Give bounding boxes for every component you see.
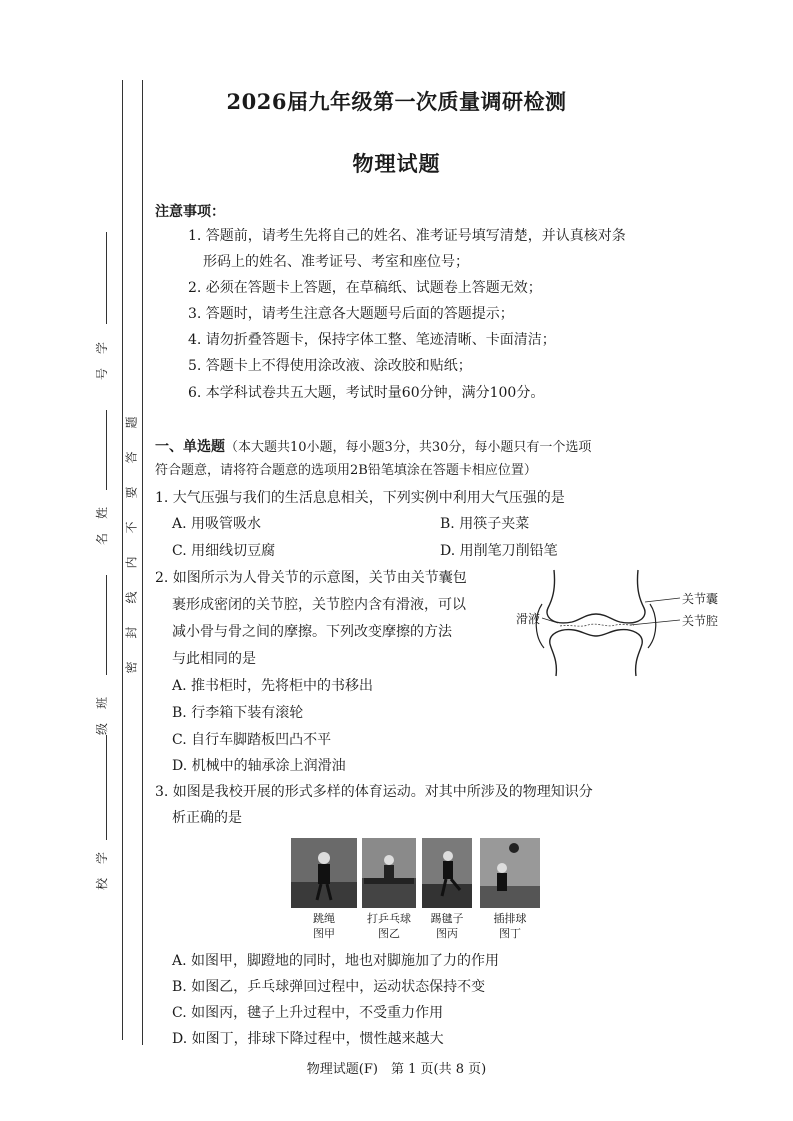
photo-caption-line2: 图甲 <box>313 927 335 940</box>
field-label-xuexiao <box>95 845 109 897</box>
section-desc-line2: 符合题意，请将符合题意的选项用2B铅笔填涂在答题卡相应位置） <box>155 463 537 478</box>
q3-option-d: D. 如图丁，排球下降过程中，惯性越来越大 <box>172 1031 444 1047</box>
field-label-xingming <box>95 500 109 552</box>
seal-char: 密 <box>124 661 139 674</box>
q2-option-c: C. 自行车脚踏板凹凸不平 <box>172 732 332 748</box>
photo-jump-rope-image <box>291 838 357 908</box>
section-desc: （本大题共10小题，每小题3分，共30分，每小题只有一个选项 <box>225 440 592 455</box>
field-line-banji <box>106 575 107 675</box>
photo-volleyball-image <box>480 838 540 908</box>
q2-option-a: A. 推书柜时，先将柜中的书移出 <box>172 678 374 694</box>
photo-caption <box>480 911 540 941</box>
photo-shuttlecock-image <box>422 838 472 908</box>
photo-caption-line1: 插排球 <box>493 912 527 925</box>
seal-char: 不 <box>124 521 139 534</box>
q3-stem: 3. 如图是我校开展的形式多样的体育运动。对其中所涉及的物理知识分 <box>155 784 593 800</box>
seal-char: 内 <box>124 556 139 569</box>
photo-caption-line1: 打乒乓球 <box>367 912 411 925</box>
photo-caption-line2: 图乙 <box>378 927 400 940</box>
side-char: 级 <box>95 723 109 736</box>
notice-item: 2. 必须在答题卡上答题，在草稿纸、试题卷上答题无效； <box>188 280 542 296</box>
photo-caption-line1: 跳绳 <box>313 912 335 925</box>
seal-char: 要 <box>124 486 139 499</box>
field-label-xuehao <box>95 335 109 387</box>
joint-label-fluid: 滑液 <box>516 612 541 626</box>
field-line-xuexiao <box>106 735 107 840</box>
section-title: 一、单选题 <box>155 439 225 455</box>
notice-item: 3. 答题时，请考生注意各大题题号后面的答题提示； <box>188 306 514 322</box>
side-char: 学 <box>95 852 109 865</box>
page-subtitle: 物理试题 <box>352 151 441 176</box>
photo-shuttlecock <box>422 838 472 908</box>
notice-heading: 注意事项： <box>155 204 225 220</box>
q1-option-a: A. 用吸管吸水 <box>172 516 262 532</box>
joint-label-cavity: 关节腔 <box>682 614 719 628</box>
photo-caption <box>291 911 357 941</box>
field-label-banji <box>95 690 109 742</box>
field-line-xingming <box>106 410 107 490</box>
q2-stem: 裹形成密闭的关节腔，关节腔内含有滑液，可以 <box>172 597 466 613</box>
q3-stem: 析正确的是 <box>172 810 242 826</box>
q1-option-d: D. 用削笔刀削铅笔 <box>440 543 558 559</box>
seal-char: 答 <box>124 451 139 464</box>
side-char: 学 <box>95 342 109 355</box>
section-heading <box>155 437 591 458</box>
page-footer: 物理试题(F) 第 1 页(共 8 页) <box>306 1062 487 1077</box>
q2-option-d: D. 机械中的轴承涂上润滑油 <box>172 758 346 774</box>
notice-item: 6. 本学科试卷共五大题，考试时量60分钟，满分100分。 <box>188 385 545 401</box>
q2-option-b: B. 行李箱下装有滚轮 <box>172 705 304 721</box>
q2-stem: 与此相同的是 <box>172 651 256 667</box>
side-char: 校 <box>95 878 109 891</box>
q2-stem: 减小骨与骨之间的摩擦。下列改变摩擦的方法 <box>172 624 452 640</box>
photo-jump-rope <box>291 838 357 908</box>
field-line-xuehao <box>106 232 107 324</box>
notice-item: 1. 答题前，请考生先将自己的姓名、准考证号填写清楚，并认真核对条 <box>188 228 626 244</box>
photo-caption <box>362 911 416 941</box>
notice-item: 形码上的姓名、准考证号、考室和座位号； <box>203 254 469 270</box>
photo-volleyball <box>480 838 540 908</box>
seal-char: 题 <box>124 416 139 429</box>
side-char: 班 <box>95 697 109 710</box>
photo-caption-line2: 图丙 <box>436 927 458 940</box>
q1-option-b: B. 用筷子夹菜 <box>440 516 530 532</box>
q2-stem: 2. 如图所示为人骨关节的示意图，关节由关节囊包 <box>155 570 467 586</box>
q3-option-c: C. 如图丙，毽子上升过程中，不受重力作用 <box>172 1005 444 1021</box>
notice-item: 5. 答题卡上不得使用涂改液、涂改胶和贴纸； <box>188 358 472 374</box>
photo-ping-pong <box>362 838 416 908</box>
seal-line-text <box>125 405 139 685</box>
photo-ping-pong-image <box>362 838 416 908</box>
q3-option-a: A. 如图甲，脚蹬地的同时，地也对脚施加了力的作用 <box>172 953 500 969</box>
side-char: 姓 <box>95 507 109 520</box>
side-char: 号 <box>95 368 109 381</box>
seal-char: 封 <box>124 626 139 639</box>
page-title: 2026届九年级第一次质量调研检测 <box>226 89 567 114</box>
notice-item: 4. 请勿折叠答题卡，保持字体工整、笔迹清晰、卡面清洁； <box>188 332 556 348</box>
q3-option-b: B. 如图乙，乒乓球弹回过程中，运动状态保持不变 <box>172 979 486 995</box>
joint-label-capsule: 关节囊 <box>682 592 719 606</box>
q1-stem: 1. 大气压强与我们的生活息息相关，下列实例中利用大气压强的是 <box>155 490 565 506</box>
photo-caption-line1: 踢毽子 <box>430 912 464 925</box>
seal-char: 线 <box>124 591 139 604</box>
photo-caption <box>422 911 472 941</box>
side-char: 名 <box>95 533 109 546</box>
photo-caption-line2: 图丁 <box>499 927 521 940</box>
q1-option-c: C. 用细线切豆腐 <box>172 543 276 559</box>
